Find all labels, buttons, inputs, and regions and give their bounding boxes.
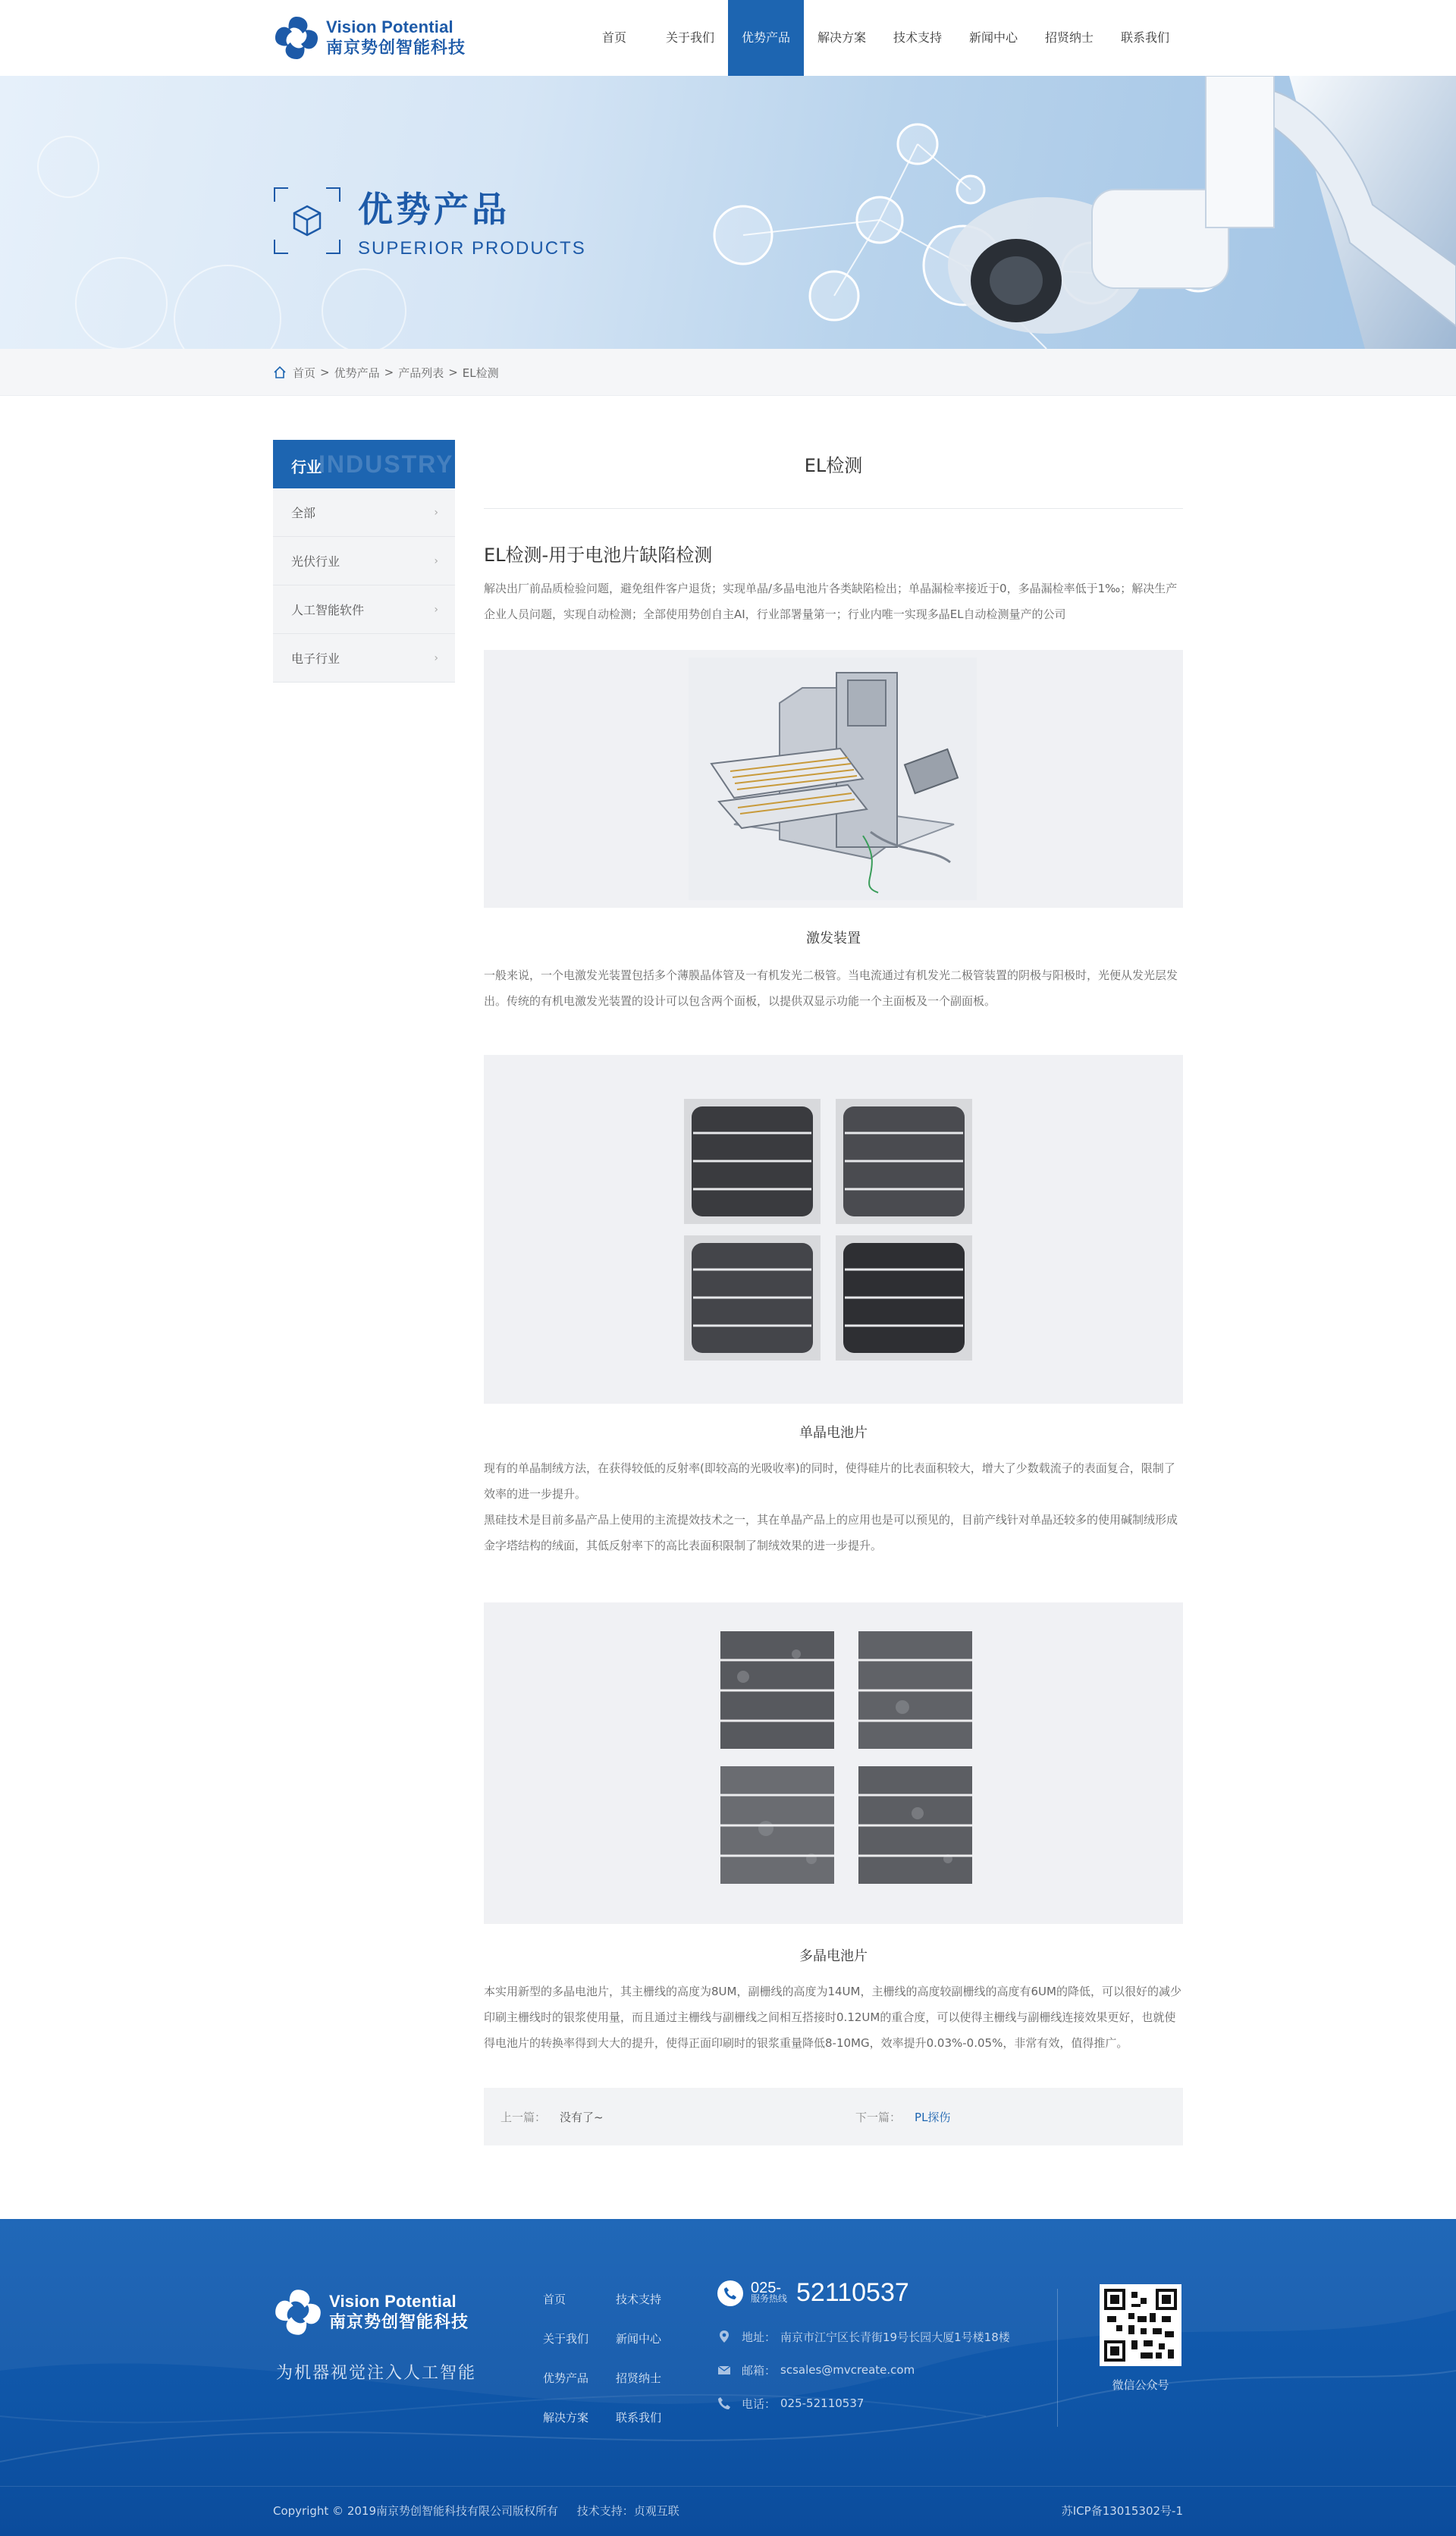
home-icon (273, 366, 287, 379)
sidebar-item-label: 人工智能软件 (291, 603, 365, 617)
breadcrumb-current: EL检测 (462, 366, 499, 380)
phone-label: 电话： (742, 2396, 777, 2411)
sidebar-title-en: INDUSTRY (318, 450, 454, 478)
qr-code-label: 微信公众号 (1112, 2378, 1169, 2392)
next-label: 下一篇： (855, 2110, 902, 2124)
banner-title-group (273, 182, 586, 259)
nav-item-careers[interactable]: 招贤纳士 (1044, 30, 1094, 45)
footer-link-solutions[interactable]: 解决方案 (543, 2411, 589, 2425)
logo-name-en: Vision Potential (326, 17, 453, 36)
tech-support-link[interactable]: 技术支持：贞观互联 (576, 2504, 679, 2518)
hotline-label: 服务热线 (751, 2293, 788, 2304)
article-paragraph: 黑硅技术是目前多晶产品上使用的主流提效技术之一，其在单晶产品上的应用也是可以预见的，目前产线针对单晶还较多的使用碱制绒形成金字塔结构的绒面，其低反射率下的高比表面积限制了制绒效果的进一步提升。 (484, 1513, 1178, 1552)
banner-illustration (0, 76, 1456, 349)
nav-item-about[interactable]: 关于我们 (665, 30, 714, 45)
footer-slogan: 为机器视觉注入人工智能 (276, 2364, 477, 2383)
article-paragraph: 现有的单晶制绒方法，在获得较低的反射率(即较高的光吸收率)的同时，使得硅片的比表面积较大，增大了少数载流子的表面复合，限制了效率的进一步提升。 (484, 1461, 1175, 1501)
email-value[interactable]: scsales@mvcreate.com (780, 2363, 915, 2377)
footer-email (717, 2361, 1010, 2379)
article-paragraph: 本实用新型的多晶电池片，其主栅线的高度为8UM，副栅线的高度为14UM，主栅线的高度较副栅线的高度有6UM的降低，可以很好的减少印刷主栅线时的银浆使用量，而且通过主栅线与副栅线之间相互搭接时0.12UM的重合度，可以使得主栅线与副栅线连接效果更好，也就使得电池片的转换率得到大大的提升，使得正面印刷时的银浆重量降低8-10MG，效率提升0.03%-0.05%，非常有效，值得推广。 (484, 1985, 1181, 2050)
mono-cell-image (484, 1055, 1183, 1404)
mail-icon (717, 2363, 731, 2377)
page-banner (0, 76, 1456, 349)
site-logo[interactable] (273, 12, 466, 64)
main-nav (576, 0, 1183, 76)
banner-title: 优势产品 (358, 189, 510, 230)
article-title: EL检测 (804, 455, 863, 476)
address-label: 地址： (742, 2330, 777, 2344)
nav-item-products[interactable]: 优势产品 (728, 0, 804, 76)
excitation-device-image (484, 650, 1183, 908)
footer-link-careers[interactable]: 招贤纳士 (616, 2371, 662, 2385)
sidebar-item-ai-software[interactable] (273, 585, 455, 634)
nav-item-home[interactable]: 首页 (601, 30, 626, 45)
site-footer (0, 2219, 1456, 2536)
sidebar-title: 行业 (291, 458, 322, 476)
breadcrumb-separator: > (448, 366, 458, 379)
chevron-right-icon: › (434, 651, 438, 664)
footer-link-about[interactable]: 关于我们 (543, 2332, 589, 2346)
logo-icon (273, 14, 320, 61)
footer-logo[interactable] (273, 2287, 469, 2337)
footer-link-news[interactable]: 新闻中心 (616, 2332, 662, 2346)
banner-subtitle: SUPERIOR PRODUCTS (358, 238, 586, 259)
logo-icon (273, 2287, 323, 2337)
sidebar-item-photovoltaic[interactable] (273, 537, 455, 585)
logo-name-cn: 南京势创智能科技 (329, 2313, 469, 2332)
hotline (717, 2278, 1010, 2308)
hotline-number: 52110537 (796, 2278, 909, 2307)
footer-link-products[interactable]: 优势产品 (543, 2371, 589, 2385)
breadcrumb (273, 349, 1183, 396)
article-paragraph: 一般来说，一个电激发光装置包括多个薄膜晶体管及一有机发光二极管。当电流通过有机发光二极管装置的阴极与阳极时，光便从发光层发出。传统的有机电激发光装置的设计可以包含两个面板，以提供双显示功能一个主面板及一个副面板。 (484, 968, 1178, 1008)
main-content-area (273, 396, 1183, 2342)
nav-item-news[interactable]: 新闻中心 (968, 30, 1018, 45)
image-caption: 多晶电池片 (799, 1948, 868, 1964)
footer-link-support[interactable]: 技术支持 (616, 2293, 662, 2306)
image-caption: 激发装置 (806, 931, 861, 946)
breadcrumb-products[interactable]: 优势产品 (334, 366, 380, 380)
footer-divider (1057, 2289, 1058, 2427)
location-icon (717, 2330, 731, 2343)
logo-name-en: Vision Potential (329, 2292, 457, 2311)
article-intro: 解决出厂前品质检验问题，避免组件客户退货；实现单晶/多晶电池片各类缺陷检出；单晶漏检率接近于0，多晶漏检率低于1‰；解决生产企业人员问题，实现自动检测；全部使用势创自主AI，行业部署量第一；行业内唯一实现多晶EL自动检测量产的公司 (484, 582, 1178, 621)
footer-link-home[interactable]: 首页 (543, 2293, 566, 2306)
next-link[interactable]: PL探伤 (915, 2110, 951, 2124)
footer-contact (717, 2278, 1010, 2412)
sidebar-item-label: 光伏行业 (291, 554, 340, 569)
qr-code-icon (1100, 2284, 1181, 2366)
breadcrumb-home[interactable]: 首页 (293, 366, 316, 380)
article-subtitle: EL检测-用于电池片缺陷检测 (484, 545, 713, 566)
sidebar-item-label: 全部 (291, 506, 316, 520)
breadcrumb-separator: > (384, 366, 394, 379)
sidebar-item-label: 电子行业 (291, 651, 340, 666)
article (484, 440, 1183, 2145)
sidebar-header (273, 440, 455, 488)
footer-address (717, 2327, 1010, 2346)
breadcrumb-bar (0, 349, 1456, 396)
chevron-right-icon: › (434, 506, 438, 519)
nav-item-support[interactable]: 技术支持 (893, 30, 942, 45)
prev-label: 上一篇： (500, 2110, 547, 2124)
chevron-right-icon: › (434, 603, 438, 616)
footer-link-contact[interactable]: 联系我们 (616, 2411, 662, 2425)
nav-item-solutions[interactable]: 解决方案 (817, 30, 866, 45)
icp-record[interactable]: 苏ICP备13015302号-1 (1061, 2504, 1183, 2518)
phone-icon (717, 2396, 731, 2410)
footer-phone (717, 2394, 1010, 2412)
sidebar-item-all[interactable] (273, 488, 455, 537)
site-header (0, 0, 1456, 76)
email-label: 邮箱： (742, 2363, 777, 2378)
phone-value: 025-52110537 (780, 2396, 864, 2410)
nav-item-contact[interactable]: 联系我们 (1120, 30, 1169, 45)
sidebar-item-electronics[interactable] (273, 634, 455, 683)
address-value: 南京市江宁区长青街19号长园大厦1号楼18楼 (780, 2330, 1010, 2344)
breadcrumb-product-list[interactable]: 产品列表 (398, 366, 444, 380)
hotline-area-code: 025- (751, 2279, 782, 2296)
image-caption: 单晶电池片 (799, 1425, 868, 1441)
footer-bottom-divider (0, 2486, 1456, 2487)
copyright-text: Copyright © 2019南京势创智能科技有限公司版权所有 (273, 2504, 559, 2518)
cube-icon (273, 187, 341, 255)
breadcrumb-separator: > (320, 366, 330, 379)
copyright (273, 2503, 679, 2519)
phone-icon (717, 2280, 743, 2306)
article-pager (484, 2088, 1183, 2145)
category-sidebar (273, 440, 455, 683)
divider (484, 508, 1183, 509)
chevron-right-icon: › (434, 554, 438, 567)
poly-cell-image (484, 1602, 1183, 1924)
footer-links (543, 2280, 695, 2437)
prev-link[interactable]: 没有了~ (560, 2110, 604, 2124)
logo-name-cn: 南京势创智能科技 (326, 39, 466, 58)
